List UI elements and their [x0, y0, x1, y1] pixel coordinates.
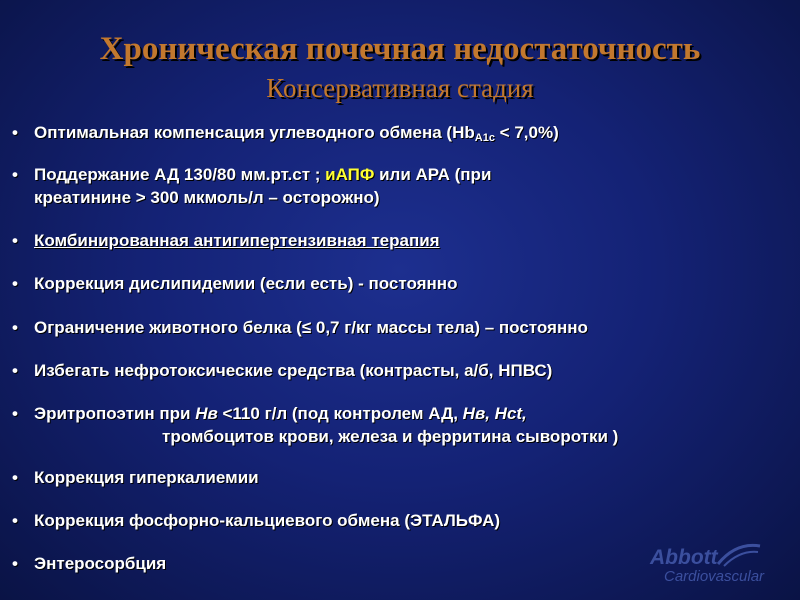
bullet-icon: •: [12, 361, 18, 380]
item-text: Оптимальная компенсация углеводного обмена (Hb: [34, 123, 475, 142]
item-text: Избегать нефротоксические средства (контрасты, а/б, НПВС): [34, 361, 553, 380]
list-item-nephrotoxic: [12, 359, 784, 382]
bullet-icon: •: [12, 165, 18, 184]
item-italic: Нв: [195, 404, 218, 423]
item-text: Поддержание АД 130/80 мм.рт.ст ;: [34, 165, 326, 184]
item-text: Комбинированная антигипертензивная терапия: [34, 231, 440, 250]
bullet-icon: •: [12, 511, 18, 530]
bullet-icon: •: [12, 318, 18, 337]
list-item-combined-therapy: [12, 229, 784, 252]
item-text: Коррекция фосфорно-кальциевого обмена (ЭТАЛЬФА): [34, 511, 501, 530]
item-text: Энтеросорбция: [34, 554, 167, 573]
bullet-icon: •: [12, 123, 18, 142]
slide-subtitle: Консервативная стадия: [266, 73, 534, 103]
item-text-line2: креатинине > 300 мкмоль/л – осторожно): [34, 188, 380, 207]
item-highlight: иАПФ: [325, 165, 375, 184]
item-text: Коррекция дислипидемии (если есть) - постоянно: [34, 274, 458, 293]
abbott-logo: [646, 538, 786, 588]
logo-name: Abbott: [650, 546, 718, 569]
logo-swoosh-icon: [714, 540, 764, 570]
list-item-erythropoietin: [12, 402, 784, 448]
list-item-protein-restriction: [12, 316, 784, 339]
item-text-line2: тромбоцитов крови, железа и ферритина сыворотки ): [162, 427, 619, 446]
item-subscript: A1c: [474, 132, 495, 144]
bullet-icon: •: [12, 404, 18, 423]
list-item-phosphorus-calcium: [12, 509, 784, 532]
item-text: <110 г/л (под контролем АД,: [217, 404, 463, 423]
bullet-icon: •: [12, 274, 18, 293]
list-item-blood-pressure: [12, 163, 784, 209]
bullet-icon: •: [12, 468, 18, 487]
item-text: Коррекция гиперкалиемии: [34, 468, 259, 487]
list-item-glycemic-control: [12, 121, 784, 144]
item-italic: Нв, Hct,: [462, 404, 527, 423]
item-text: Эритропоэтин при: [34, 404, 196, 423]
slide-title: Хроническая почечная недостаточность: [99, 31, 701, 67]
bullet-icon: •: [12, 554, 18, 573]
bullet-icon: •: [12, 231, 18, 250]
list-item-hyperkalemia: [12, 466, 784, 489]
item-text: или АРА (при: [374, 165, 492, 184]
list-item-dyslipidemia: [12, 272, 784, 295]
item-text: Ограничение животного белка (≤ 0,7 г/кг массы тела) – постоянно: [34, 318, 588, 337]
logo-division: Cardiovascular: [664, 568, 765, 585]
item-text: < 7,0%): [494, 123, 559, 142]
